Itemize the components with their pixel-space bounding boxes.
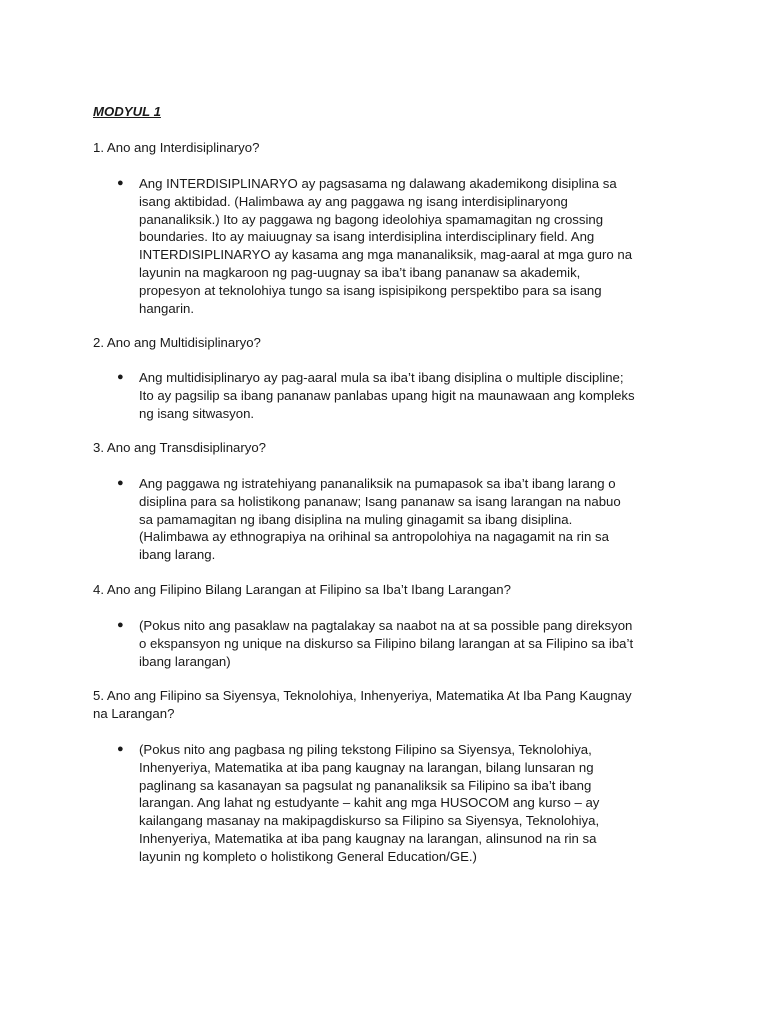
answer-5-line-3: paglinang sa kasanayan sa pagsulat ng pananaliksik sa Filipino sa iba’t ibang xyxy=(139,777,592,793)
answer-5-line-4: larangan. Ang lahat ng estudyante – kahit ang mga HUSOCOM ang kurso – ay xyxy=(139,795,600,811)
answer-3 xyxy=(117,475,677,564)
answer-5-line-6: Inhenyeriya, Matematika at iba pang kaugnay na larangan, alinsunod na rin sa xyxy=(139,830,597,846)
answer-4-line-1: (Pokus nito ang pasaklaw na pagtalakay sa naabot na at sa possible pang direksyon xyxy=(139,618,633,633)
answer-3-line-1: Ang paggawa ng istratehiyang pananaliksik na pumapasok sa iba’t ibang larang o xyxy=(139,476,616,491)
answer-3-line-3: sa pamamagitan ng ibang disiplina na muling ginagamit sa ibang disiplina. xyxy=(139,511,573,527)
answer-1-line-4: boundaries. Ito ay maiuugnay sa isang interdisiplina interdisciplinary field. Ang xyxy=(139,229,595,245)
bullet-icon: ● xyxy=(117,477,124,489)
answer-3-line-5: ibang larang. xyxy=(139,547,216,563)
question-1: 1. Ano ang Interdisiplinaryo? xyxy=(93,140,260,155)
question-5: 5. Ano ang Filipino sa Siyensya, Teknolohiya, Inhenyeriya, Matematika At Iba Pang Kaugnay na Larangan? xyxy=(93,688,632,721)
answer-1-line-3: pananaliksik.) Ito ay paggawa ng bagong ideolohiya spamamagitan ng crossing xyxy=(139,211,604,227)
answer-1-line-7: propesyon at teknolohiya tungo sa isang ispisipikong perspektibo para sa isang xyxy=(139,282,602,298)
answer-1-line-6: layunin na magkaroon ng pag-uugnay sa iba’t ibang pananaw sa akademik, xyxy=(139,264,581,280)
answer-4-line-3: ibang larangan) xyxy=(139,653,231,669)
bullet-icon: ● xyxy=(117,743,124,755)
answer-2-line-3: ng isang sitwasyon. xyxy=(139,405,255,421)
question-4: 4. Ano ang Filipino Bilang Larangan at Filipino sa Iba’t Ibang Larangan? xyxy=(93,582,511,597)
answer-5-line-5: kailangang masanay na makipagdiskurso sa Filipino sa Siyensya, Teknolohiya, xyxy=(139,813,600,829)
answer-4 xyxy=(117,617,677,670)
answer-1-line-1: Ang INTERDISIPLINARYO ay pagsasama ng dalawang akademikong disiplina sa xyxy=(139,176,617,191)
answer-1-line-5: INTERDISIPLINARYO ay kasama ang mga mananaliksik, mag-aaral at mga guro na xyxy=(139,247,633,263)
answer-3-line-4: (Halimbawa ay ethnograpiya na orihinal sa antropolohiya na nagagamit na rin sa xyxy=(139,529,609,545)
question-3: 3. Ano ang Transdisiplinaryo? xyxy=(93,440,267,455)
answer-1 xyxy=(117,175,677,317)
answer-1-line-8: hangarin. xyxy=(139,300,194,316)
answer-5 xyxy=(117,741,677,866)
answer-5-line-1: (Pokus nito ang pagbasa ng piling tekstong Filipino sa Siyensya, Teknolohiya, xyxy=(139,742,592,757)
bullet-icon: ● xyxy=(117,619,124,631)
answer-2 xyxy=(117,369,677,422)
answer-5-line-2: Inhenyeriya, Matematika at iba pang kaugnay na larangan, bilang lunsaran ng xyxy=(139,759,594,775)
bullet-icon: ● xyxy=(117,371,124,383)
answer-4-line-2: o ekspansyon ng unique na diskurso sa Filipino bilang larangan at sa Filipino sa iba’t xyxy=(139,635,634,651)
question-2: 2. Ano ang Multidisiplinaryo? xyxy=(93,335,261,350)
answer-3-line-2: disiplina para sa holistikong pananaw; Isang pananaw sa isang larangan na nabuo xyxy=(139,493,621,509)
answer-1-line-2: isang aktibidad. (Halimbawa ay ang paggawa ng isang interdisiplinaryong xyxy=(139,193,568,209)
bullet-icon: ● xyxy=(117,177,124,189)
document-title: MODYUL 1 xyxy=(93,104,161,119)
answer-5-line-7: layunin ng kompleto o holistikong General Education/GE.) xyxy=(139,848,477,864)
answer-2-line-2: Ito ay pagsilip sa ibang pananaw panlabas upang higit na maunawaan ang kompleks xyxy=(139,387,635,403)
answer-2-line-1: Ang multidisiplinaryo ay pag-aaral mula sa iba’t ibang disiplina o multiple discipline; xyxy=(139,370,624,385)
